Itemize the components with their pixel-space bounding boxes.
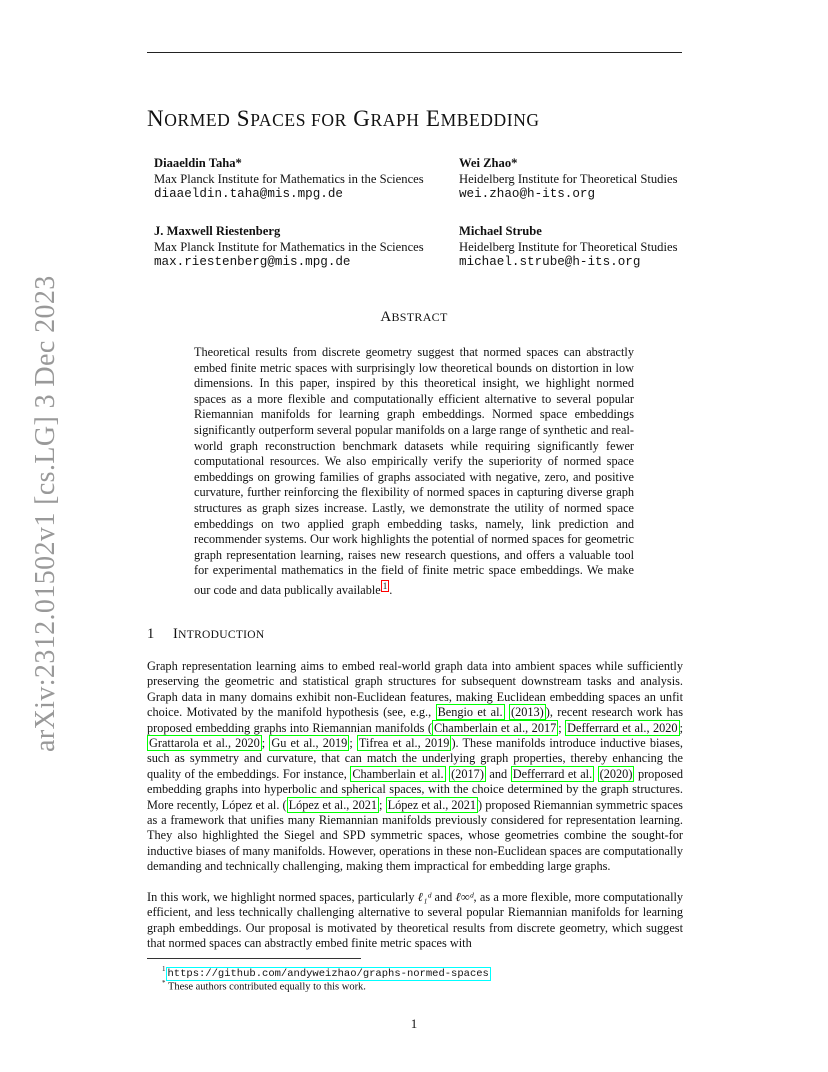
- footnote-link[interactable]: 1: [382, 580, 388, 591]
- author-affiliation: Max Planck Institute for Mathematics in the Sciences: [154, 239, 424, 254]
- section-heading: 1 INTRODUCTION: [147, 626, 265, 642]
- author-affiliation: Max Planck Institute for Mathematics in the Sciences: [154, 171, 424, 186]
- abstract-heading: ABSTRACT: [380, 309, 448, 325]
- math-symbol: ℓ₁ᵈ: [417, 890, 432, 904]
- math-symbol: ℓ∞ᵈ: [455, 890, 474, 904]
- footnote: $^1$ https://github.com/andyweizhao/graphs-normed-spaces: [162, 965, 489, 980]
- author-name: J. Maxwell Riestenberg: [154, 224, 281, 238]
- author-block: [154, 224, 424, 271]
- page-number: 1: [410, 1016, 418, 1031]
- citation-link[interactable]: Tifrea et al., 2019: [358, 736, 450, 751]
- arxiv-stamp[interactable]: arXiv:2312.01502v1 [cs.LG] 3 Dec 2023: [30, 275, 61, 752]
- author-email[interactable]: diaaeldin.taha@mis.mpg.de: [154, 187, 343, 201]
- author-block: [154, 156, 424, 203]
- citation-link[interactable]: (2017): [451, 766, 484, 781]
- author-name: Michael Strube: [459, 224, 542, 238]
- citation-link[interactable]: Chamberlain et al., 2017: [433, 720, 557, 735]
- citation-link[interactable]: López et al., 2021: [387, 797, 477, 812]
- top-rule: [147, 52, 682, 53]
- author-email[interactable]: wei.zhao@h-its.org: [459, 187, 596, 201]
- author-email[interactable]: max.riestenberg@mis.mpg.de: [154, 255, 351, 269]
- citation-link[interactable]: Defferrard et al.: [512, 766, 593, 781]
- citation-link[interactable]: Gu et al., 2019: [271, 736, 348, 751]
- intro-paragraph: In this work, we highlight normed spaces, particularly ℓ₁ᵈ and ℓ∞ᵈ, as a more flexible, more computationally efficient, and less technically challenging alternative to several popular Riemannian manifolds for learning graph embeddings. Our proposal is motivated by theoretical results from discrete geometry, which suggest that normed spaces can abstractly embed finite metric spaces with: [147, 890, 684, 951]
- citation-link[interactable]: (2013): [510, 705, 544, 720]
- citation-link[interactable]: López et al., 2021: [288, 797, 378, 812]
- author-affiliation: Heidelberg Institute for Theoretical Studies: [459, 171, 678, 186]
- author-name: Wei Zhao*: [459, 156, 518, 170]
- citation-link[interactable]: Bengio et al.: [437, 705, 503, 720]
- citation-link[interactable]: Chamberlain et al.: [352, 766, 444, 781]
- paper-title: NORMED SPACES FOR GRAPH EMBEDDING: [147, 106, 540, 131]
- footnote-rule: [147, 958, 361, 959]
- intro-paragraph: Graph representation learning aims to embed real-world graph data into ambient spaces while sufficiently preserving the geometric and statistical graph structures for subsequent downstream tasks and analysis. Graph data in many domains exhibit non-Euclidean features, making Euclidean embedding spaces an unfit choice. Motivated by the manifold hypothesis (see, e.g., Bengio et al. (2013) ), recent research work has proposed embedding graphs into Riemannian manifolds ( Chamberlain et al., 2017 ; Defferrard et al., 2020 ; Grattarola et al., 2020 ; Gu et al., 2019 ; Tifrea et al., 2019 ). These manifolds introduce inductive biases, such as symmetry and curvature, that can match the underlying graph properties, thereby enhancing the quality of the embeddings. For instance, Chamberlain et al. (2017) and Defferrard et al. (2020) proposed embedding graphs into hyperbolic and spherical spaces, with the choice determined by the graph structures. More recently, López et al. ( López et al., 2021 ; López et al., 2021 ) proposed Riemannian symmetric spaces as a framework that unifies many Riemannian manifolds previously considered for representation learning. They also highlighted the Siegel and SPD symmetric spaces, whose geometries combine the sought-for inductive biases of many manifolds. However, operations in these non-Euclidean spaces are computationally demanding and technically challenging, making them impractical for embedding large graphs.: [147, 659, 684, 874]
- repo-url-link[interactable]: https://github.com/andyweizhao/graphs-normed-spaces: [167, 967, 489, 980]
- author-affiliation: Heidelberg Institute for Theoretical Studies: [459, 239, 678, 254]
- citation-link[interactable]: Grattarola et al., 2020: [149, 736, 260, 751]
- footnote: * These authors contributed equally to this work.: [162, 979, 366, 993]
- author-block: [459, 156, 677, 203]
- abstract-text: Theoretical results from discrete geometry suggest that normed spaces can abstractly embed finite metric spaces with surprisingly low theoretical bounds on distortion in low dimensions. In this paper, inspired by this theoretical insight, we highlight normed spaces as a more flexible and computationally efficient alternative to several popular Riemannian manifolds for learning graph embeddings. Normed space embeddings significantly outperform several popular manifolds on a large range of synthetic and real-world graph reconstruction benchmark datasets while requiring significantly fewer computational resources. We also empirically verify the superiority of normed space embeddings on growing families of graphs associated with negative, zero, and positive curvature, further reinforcing the flexibility of normed spaces in capturing diverse graph structures as graph sizes increase. Lastly, we demonstrate the utility of normed space embeddings on two applied graph embedding tasks, namely, link prediction and recommender systems. Our work highlights the potential of normed spaces for geometric graph representation learning, raises new research questions, and offers a valuable tool for experimental mathematics in the field of finite metric space embeddings. We make our code and data publically available $^1$ .: [194, 345, 634, 597]
- author-email[interactable]: michael.strube@h-its.org: [459, 255, 641, 269]
- citation-link[interactable]: (2020): [599, 766, 633, 781]
- section-number: 1: [147, 626, 155, 642]
- author-name: Diaaeldin Taha*: [154, 156, 242, 170]
- citation-link[interactable]: Defferrard et al., 2020: [567, 720, 678, 735]
- author-block: [459, 224, 677, 271]
